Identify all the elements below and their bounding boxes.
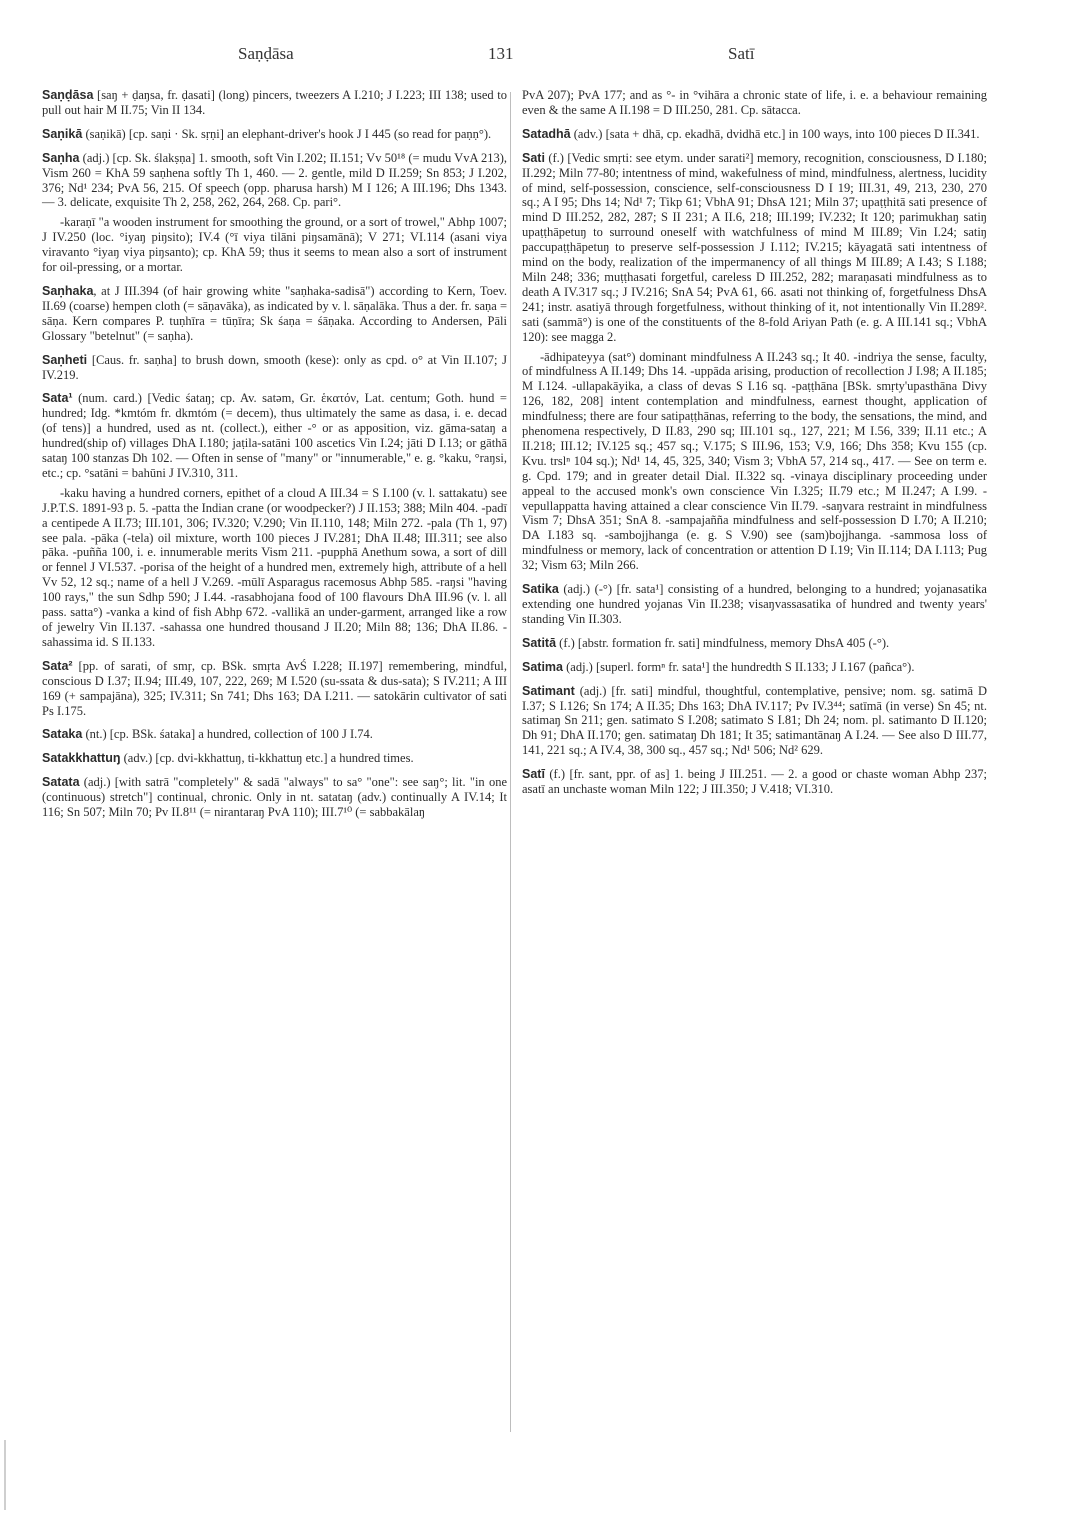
dictionary-entry bbox=[42, 751, 507, 766]
dictionary-entry bbox=[522, 582, 987, 627]
entry-text: (adj.) [fr. sati] mindful, thoughtful, contemplative, pensive; nom. sg. satimā D I.37; S I.126; Sn 174; A II.35; Dhs 163; DhA IV.117; Pv IV.3⁴⁴; satīmā (in verse) Sn 45; nt. satimaŋ Sn 211; gen. satimato S I.208; satimato S I.81; Dh 24; nom. pl. satimanto D II.120; Dh 91; DhA II.170; gen. satimataŋ Dh 181; It 35; satimantānaŋ A I.24. — See also D III.77, 141, 221 sq.; A IV.4, 38, 300 sq., 457 sq.; Nd¹ 506; Nd² 629. bbox=[522, 683, 987, 758]
dictionary-entry bbox=[42, 486, 507, 650]
entry-headword: Satimant bbox=[522, 683, 575, 698]
entry-headword: Satī bbox=[522, 767, 545, 782]
dictionary-entry bbox=[522, 127, 987, 142]
entry-headword: Saṇḍāsa bbox=[42, 88, 94, 102]
entry-text: , at J III.394 (of hair growing white "saṇhaka-sadisā") according to Kern, Toev. II.69 (coarse) hempen cloth (= sāṇavāka), as indicated by v. l. sāṇalāka. Thus a der. fr. saṇa = sāṇa. Kern compares P. tuṇhīra = tūṇīra; Sk śaṇa = śāṇaka. According to Andersen, Pāli Glossary "betelnut" (= saṇha). bbox=[42, 283, 507, 343]
entry-headword: Satima bbox=[522, 659, 563, 674]
dictionary-entry bbox=[42, 659, 507, 719]
dictionary-entry bbox=[522, 88, 987, 118]
entry-text: (adj.) [superl. formⁿ fr. sata¹] the hundredth S II.133; J I.167 (pañca°). bbox=[563, 659, 915, 674]
entry-headword: Satata bbox=[42, 775, 80, 790]
dictionary-entry bbox=[42, 127, 507, 142]
page-edge-mark bbox=[4, 1440, 9, 1510]
entry-text: [pp. of sarati, of smṛ, cp. BSk. smṛta AvŚ I.228; II.197] remembering, mindful, conscious D I.37; II.94; III.49, 107, 222, 269; M I.520 (su-ssata & dus-sata); S IV.211; A III 169 (+ sampajāna), 325; IV.311; Sn 741; Dhs 163; DA I.211. — satokārin cultivator of sati Ps I.175. bbox=[42, 658, 507, 718]
entry-text: (saṇikā) [cp. saṇi · Sk. sṛṇi] an elephant-driver's hook J I 445 (so read for paṇṇ°). bbox=[82, 126, 492, 141]
left-column bbox=[42, 88, 507, 829]
entry-headword: Saṇikā bbox=[42, 126, 83, 141]
header-right-guide-word: Satī bbox=[728, 44, 755, 63]
dictionary-entry bbox=[42, 775, 507, 820]
dictionary-entry bbox=[42, 151, 507, 211]
dictionary-entry bbox=[522, 636, 987, 651]
dictionary-entry bbox=[522, 151, 987, 345]
dictionary-entry bbox=[522, 767, 987, 797]
page-number: 131 bbox=[488, 44, 514, 63]
entry-text: [Caus. fr. saṇha] to brush down, smooth (kese): only as cpd. o° at Vin II.107; J IV.219. bbox=[42, 352, 507, 382]
entry-headword: Satika bbox=[522, 582, 559, 597]
entry-text: PvA 207); PvA 177; and as °- in °vihāra a chronic state of life, i. e. a behaviour remaining even & the same A II.198 = D III.250, 281. Cp. sātacca. bbox=[522, 88, 987, 117]
dictionary-entry bbox=[42, 284, 507, 344]
entry-text: (adj.) [cp. Sk. ślakṣṇa] 1. smooth, soft Vin I.202; II.151; Vv 50¹⁸ (= mudu VvA 213), Vism 260 = KhA 59 saṇhena softly Th 1, 460. — 2. gentle, mild D II.259; Sn 853; J I.202, 376; Nd¹ 234; PvA 56, 215. Of speech (opp. pharusa harsh) M I 126; A III.196; Dhs 1343. — 3. delicate, exquisite Th 2, 258, 262, 264, 268. Cp. pari°. bbox=[42, 150, 507, 210]
entry-headword: Satitā bbox=[522, 635, 557, 650]
entry-headword: Sata² bbox=[42, 658, 73, 673]
entry-headword: Satadhā bbox=[522, 126, 571, 141]
dictionary-entry bbox=[42, 215, 507, 275]
entry-text: (adj.) (-°) [fr. sata¹] consisting of a hundred, belonging to a hundred; yojanasatika extending one hundred yojanas Vin II.238; visaŋvassasatika of hundred and twenty years' standing Vin II.303. bbox=[522, 582, 987, 626]
dictionary-entry bbox=[522, 350, 987, 574]
right-column bbox=[522, 88, 987, 806]
entry-text: -ādhipateyya (sat°) dominant mindfulness A II.243 sq.; It 40. -indriya the sense, faculty, of mindfulness A II.149; Dhs 14. -uppāda arising, production of recollection J I.98; A II.185; M I.124. -ullapakāyika, a class of devas S I.16 sq. -paṭṭhāna [BSk. smṛty'upasthāna Divy 126, 182, 208] intent contemplation and mindfulness, earnest thought, application of mindfulness; there are four satipaṭṭhānas, referring to the body, the sensations, the mind, and phenomena respectively, D II.83, 290 sq; III.101 sq., 127, 221; M I.56, 339; II.11 etc.; A II.218; III.12; IV.125 sq.; 457 sq.; V.175; S III.96, 153; V.9, 166; Dhs 358; Kvu 155 (cp. Kvu. trslⁿ 104 sq.); Nd¹ 14, 45, 325, 340; Vism 3; VbhA 57, 214 sq., 417. — See on term e. g. Cpd. 179; and in greater detail Dial. II.322 sq. -vinaya disciplinary proceeding under appeal to the accused monk's own conscience Vin I.325; II.79 etc.; M II.247; A I.99. -vepullappatta having attained a clear conscience Vin II.79. -saŋvara restraint in mindfulness Vism 7; DhsA 351; SnA 8. -sampajañña mindfulness and self-possession D I.70; A II.210; DA I.183 sq. -sambojjhanga (e. g. S V.90) see (sam)bojjhanga. -sammosa loss of mindfulness or memory, lack of concentration or attention D I.19; Vin II.114; DA I.113; Pug 32; Vism 63; Miln 266. bbox=[522, 349, 987, 573]
entry-text: (f.) [abstr. formation fr. sati] mindfulness, memory DhsA 405 (-°). bbox=[556, 635, 890, 650]
entry-text: (adj.) [with satrā "completely" & sadā "always" to sa° "one": see saŋ°; lit. "in one (continuous) stretch"] continual, chronic. Only in nt. satataŋ (adv.) continually A IV.14; It 116; Sn 507; Miln 70; Pv II.8¹¹ (= nirantaraŋ PvA 110); III.7¹⁰ (= sabbakālaŋ bbox=[42, 775, 507, 820]
entry-text: (num. card.) [Vedic śataŋ; cp. Av. satəm, Gr. ἑκατόν, Lat. centum; Goth. hund = hundred; Idg. *kmtóm fr. dkmtóm (= decem), thus ultimately the same as dasa, i. e. decad (of tens)] a hundred, used as nt. (collect.), either -° or as apposition, viz. gāma-sataŋ a hundred(ship of) villages DhA I.180; jaṭila-satāni 100 ascetics Vin I.24; jāti D I.13; or gāthā sataŋ 100 stanzas Dh 102. — Often in sense of "many" or "innumerable," e. g. °kaku, °raŋsi, etc.; cp. °satāni = bahūni J IV.310, 311. bbox=[42, 391, 507, 480]
entry-text: (nt.) [cp. BSk. śataka] a hundred, collection of 100 J I.74. bbox=[82, 727, 373, 742]
entry-text: (f.) [fr. sant, ppr. of as] 1. being J III.251. — 2. a good or chaste woman Abhp 237; asatī an unchaste woman Miln 122; J III.350; J V.418; VI.310. bbox=[522, 767, 987, 797]
entry-headword: Satakkhattuŋ bbox=[42, 751, 121, 766]
entry-text: -karaṇī "a wooden instrument for smoothing the ground, or a sort of trowel," Abhp 1007; J IV.250 (loc. °iyaŋ piŋsito); IV.4 (°ī viya tilāni piŋsamānā); V 271; VI.114 (asani viya viravanto °iyaŋ viya piŋsanto); cp. KhA 59; thus it seems to mean also a sort of instrument for oil-pressing, or a mortar. bbox=[42, 215, 507, 275]
dictionary-entry bbox=[42, 353, 507, 383]
entry-headword: Sataka bbox=[42, 727, 83, 742]
entry-text: (f.) [Vedic smṛti: see etym. under sarati²] memory, recognition, consciousness, D I.180; II.292; Miln 77-80; intentness of mind, wakefulness of mind, mindfulness, alertness, lucidity of mind, self-possession, conscience, self-consciousness D I 19; III.31, 49, 213, 230, 270 sq.; A I 95; Dhs 14; Nd¹ 7; Tikp 61; VbhA 91; DhsA 121; Miln 37; upaṭṭhitā sati presence of mind D III.252, 282, 287; S II 231; A II.6, 218; III.199; IV.232; It 120; parimukhaŋ satiŋ upaṭṭhāpetuŋ to surround oneself with watchfulness of mind M III.89; Vin I.24; satiŋ paccupaṭṭhāpetuŋ to preserve self-possession J I.112; IV.215; kāyagatā sati intentness of mind on the body, realization of the impermanency of all things M III.89; A I.43; S I.188; Miln 248; 336; muṭṭhasati forgetful, careless D III.252, 282; maraṇasati mindfulness as to death A IV.317 sq.; J IV.216; SnA 54; PvA 61, 66. asati not thinking of, forgetfulness DhsA 241; instr. asatiyā through forgetfulness, without thinking of it, not intentionally Vin II.289². sati (sammā°) is one of the constituents of the 8-fold Ariyan Path (e. g. A III.141 sq.; VbhA 120): see magga 2. bbox=[522, 150, 987, 344]
dictionary-entry bbox=[522, 684, 987, 759]
entry-headword: Saṇhaka bbox=[42, 283, 94, 298]
header-left-guide-word: Saṇḍāsa bbox=[238, 44, 294, 63]
page-header bbox=[40, 44, 1030, 74]
dictionary-entry bbox=[42, 391, 507, 480]
entry-headword: Saṇheti bbox=[42, 352, 88, 367]
entry-headword: Sata¹ bbox=[42, 391, 73, 406]
column-divider bbox=[510, 92, 511, 1432]
entry-text: -kaku having a hundred corners, epithet of a cloud A III.34 = S I.100 (v. l. sattakatu) see J.P.T.S. 1891-93 p. 5. -patta the Indian crane (or woodpecker?) J II.153; 388; Miln 404. -padī a centipede A II.73; III.101, 306; IV.320; V.290; Vin II.110, 148; Miln 272. -pala (Th 1, 97) see pala. -pāka (-tela) oil mixture, worth 100 pieces J IV.281; DhA II.48; III.311; see also pāka. -puñña 100, i. e. innumerable merits Vism 211. -pupphā Anethum sowa, a sort of dill or fennel J VI.537. -porisa of the height of a hundred men, extremely high, attribute of a hell Vv 52, 12 sq.; name of a hell J V.269. -mūlī Asparagus racemosus Abhp 585. -raŋsi "having 100 rays," the sun Sdhp 590; J I.44. -rasabhojana food of 100 flavours DhA III.96 (v. l. all pass. satta°) -vanka a kind of fish Abhp 672. -vallikā an under-garment, arranged like a row of jewelry Vin II.137. -sahassa one hundred thousand J II.20; Miln 88; 136; DhA II.86. -sahassima id. S II.133. bbox=[42, 485, 507, 649]
dictionary-entry bbox=[42, 727, 507, 742]
entry-text: [saŋ + ḍaŋsa, fr. ḍasati] (long) pincers, tweezers A I.210; J I.223; III 138; used to pull out hair M II.75; Vin II 134. bbox=[42, 88, 507, 117]
entry-headword: Sati bbox=[522, 150, 545, 165]
entry-text: (adv.) [cp. dvi-kkhattuŋ, ti-kkhattuŋ etc.] a hundred times. bbox=[120, 751, 414, 766]
entry-headword: Saṇha bbox=[42, 150, 80, 165]
dictionary-entry bbox=[522, 660, 987, 675]
dictionary-entry bbox=[42, 88, 507, 118]
entry-text: (adv.) [sata + dhā, cp. ekadhā, dvidhā etc.] in 100 ways, into 100 pieces D II.341. bbox=[570, 126, 980, 141]
